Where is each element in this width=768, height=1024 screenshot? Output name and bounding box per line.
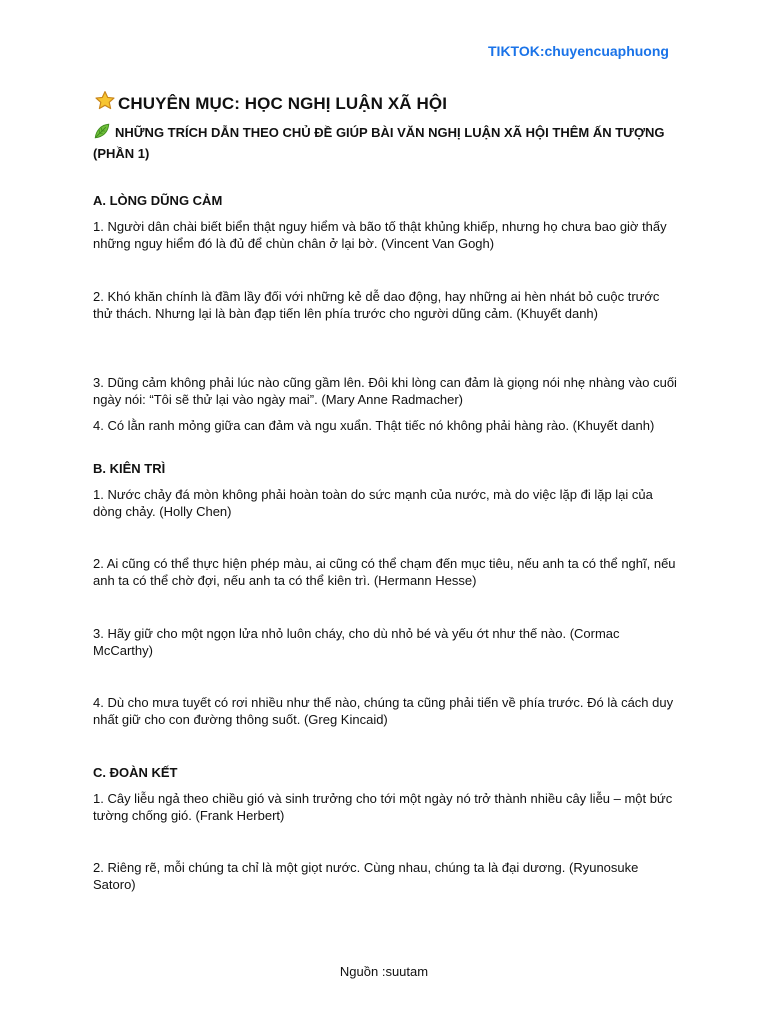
quote-item: 1. Nước chảy đá mòn không phải hoàn toàn do sức mạnh của nước, mà do việc lặp đi lặp lại của dòng chảy. (Holly Chen) (93, 487, 653, 519)
section-heading: A. LÒNG DŨNG CẢM (93, 193, 223, 208)
quote-item: 2. Khó khăn chính là đầm lầy đối với những kẻ dễ dao động, hay những ai hèn nhát bỏ cuộc trước thử thách. Nhưng lại là bàn đạp tiến lên phía trước cho người dũng cảm. (Khuyết danh) (93, 289, 660, 321)
quote-item: 4. Có lằn ranh mỏng giữa can đảm và ngu xuẩn. Thật tiếc nó không phải hàng rào. (Khuyết danh) (93, 418, 655, 433)
section-heading: C. ĐOÀN KẾT (93, 765, 178, 780)
subtitle-row (93, 122, 673, 163)
title-row (94, 90, 447, 117)
page-subtitle: NHỮNG TRÍCH DẪN THEO CHỦ ĐỀ GIÚP BÀI VĂN NGHỊ LUẬN XÃ HỘI THÊM ẤN TƯỢNG (PHẦN 1) (93, 125, 665, 161)
quote-item: 3. Hãy giữ cho một ngọn lửa nhỏ luôn cháy, cho dù nhỏ bé và yếu ớt như thế nào. (Cormac McCarthy) (93, 626, 620, 658)
page-title: CHUYÊN MỤC: HỌC NGHỊ LUẬN XÃ HỘI (118, 93, 448, 113)
tiktok-handle: TIKTOK:chuyencuaphuong (488, 43, 669, 59)
quote-item: 1. Cây liễu ngả theo chiều gió và sinh trưởng cho tới một ngày nó trở thành nhiều cây liễu – một bức tường chống gió. (Frank Herbert) (93, 791, 673, 823)
leaf-icon (93, 122, 111, 145)
quote-item: 2. Riêng rẽ, mỗi chúng ta chỉ là một giọt nước. Cùng nhau, chúng ta là đại dương. (Ryunosuke Satoro) (93, 860, 639, 892)
section-heading: B. KIÊN TRÌ (93, 461, 166, 476)
quote-item: 2. Ai cũng có thể thực hiện phép màu, ai cũng có thể chạm đến mục tiêu, nếu anh ta có thể nghĩ, nếu anh ta có thể chờ đợi, nếu anh ta có thể kiên trì. (Hermann Hesse) (93, 556, 676, 588)
quote-item: 4. Dù cho mưa tuyết có rơi nhiều như thế nào, chúng ta cũng phải tiến về phía trước. Đó là cách duy nhất giữ cho con đường thông suốt. (Greg Kincaid) (93, 695, 674, 727)
quote-item: 1. Người dân chài biết biển thật nguy hiểm và bão tố thật khủng khiếp, nhưng họ chưa bao giờ thấy những nguy hiểm đó là đủ để chùn chân ở lại bờ. (Vincent Van Gogh) (93, 219, 667, 251)
source-footer: Nguồn :suutam (339, 964, 429, 979)
star-icon (94, 90, 116, 117)
quote-item: 3. Dũng cảm không phải lúc nào cũng gầm lên. Đôi khi lòng can đảm là giọng nói nhẹ nhàng vào cuối ngày nói: “Tôi sẽ thử lại vào ngày mai”. (Mary Anne Radmacher) (93, 375, 677, 407)
